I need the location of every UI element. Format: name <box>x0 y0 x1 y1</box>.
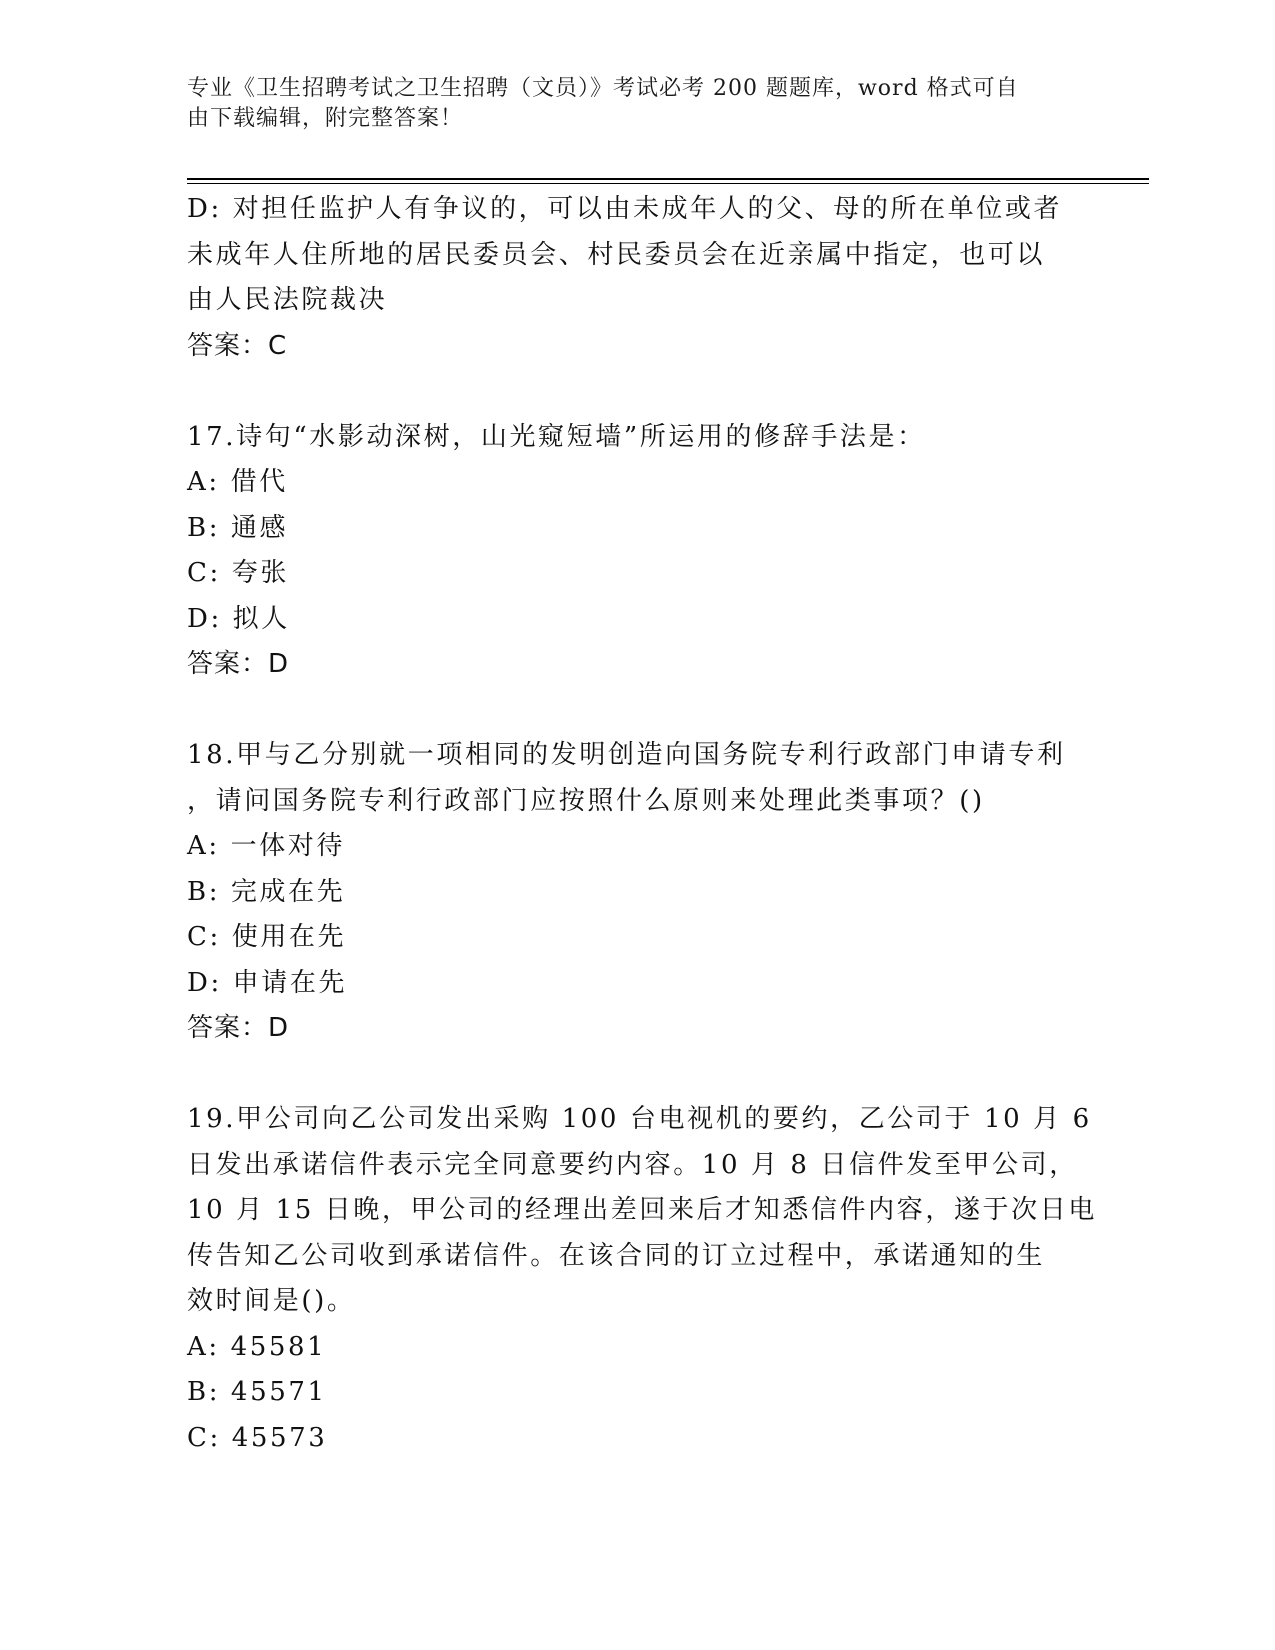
question-18 <box>187 733 1087 1052</box>
option-b: B: 通感 <box>187 512 289 543</box>
question-stem: 传告知乙公司收到承诺信件。在该合同的订立过程中，承诺通知的生 <box>187 1240 1046 1271</box>
question-stem: 17.诗句“水影动深树，山光窥短墙”所运用的修辞手法是： <box>187 421 926 452</box>
option-a: A: 借代 <box>187 467 288 497</box>
option-b: B: 完成在先 <box>187 876 346 907</box>
option-c: C: 45573 <box>187 1422 328 1453</box>
option-d-line-1: D: 对担任监护人有争议的，可以由未成年人的父、母的所在单位或者 <box>187 194 1063 224</box>
option-b: B: 45571 <box>187 1377 327 1407</box>
question-stem: 日发出承诺信件表示完全同意要约内容。10 月 8 日信件发至甲公司， <box>187 1149 1078 1180</box>
question-stem: 10 月 15 日晚，甲公司的经理出差回来后才知悉信件内容，遂于次日电 <box>187 1195 1097 1225</box>
option-d: D: 拟人 <box>187 603 290 634</box>
header-line-2: 由下载编辑，附完整答案！ <box>187 106 464 131</box>
header-divider-thin <box>187 183 1149 184</box>
question-content <box>187 187 1097 1461</box>
continued-question <box>187 187 1087 369</box>
spacer <box>187 369 1087 415</box>
option-c: C: 使用在先 <box>187 922 347 952</box>
question-17 <box>187 415 1087 688</box>
answer-line: 答案：D <box>187 649 290 679</box>
header-divider-thick <box>187 178 1149 180</box>
option-c: C: 夸张 <box>187 558 289 588</box>
option-d-line-2: 未成年人住所地的居民委员会、村民委员会在近亲属中指定，也可以 <box>187 239 1046 270</box>
option-a: A: 45581 <box>187 1331 327 1362</box>
question-19 <box>187 1097 1097 1461</box>
option-d: D: 申请在先 <box>187 967 348 998</box>
answer-line: 答案：D <box>187 1013 290 1043</box>
option-d-line-3: 由人民法院裁决 <box>187 285 388 315</box>
question-stem: 18.甲与乙分别就一项相同的发明创造向国务院专利行政部门申请专利 <box>187 740 1066 770</box>
spacer <box>187 688 1087 734</box>
header-line-1: 专业《卫生招聘考试之卫生招聘（文员）》考试必考 200 题题库，word 格式可自 <box>187 76 1019 101</box>
question-stem: 效时间是()。 <box>187 1286 356 1316</box>
question-stem: 19.甲公司向乙公司发出采购 100 台电视机的要约，乙公司于 10 月 6 <box>187 1104 1092 1134</box>
spacer <box>187 1052 1087 1098</box>
document-header <box>187 74 1067 134</box>
option-a: A: 一体对待 <box>187 831 346 861</box>
answer-line: 答案：C <box>187 330 288 361</box>
question-stem: ，请问国务院专利行政部门应按照什么原则来处理此类事项？() <box>187 785 985 816</box>
